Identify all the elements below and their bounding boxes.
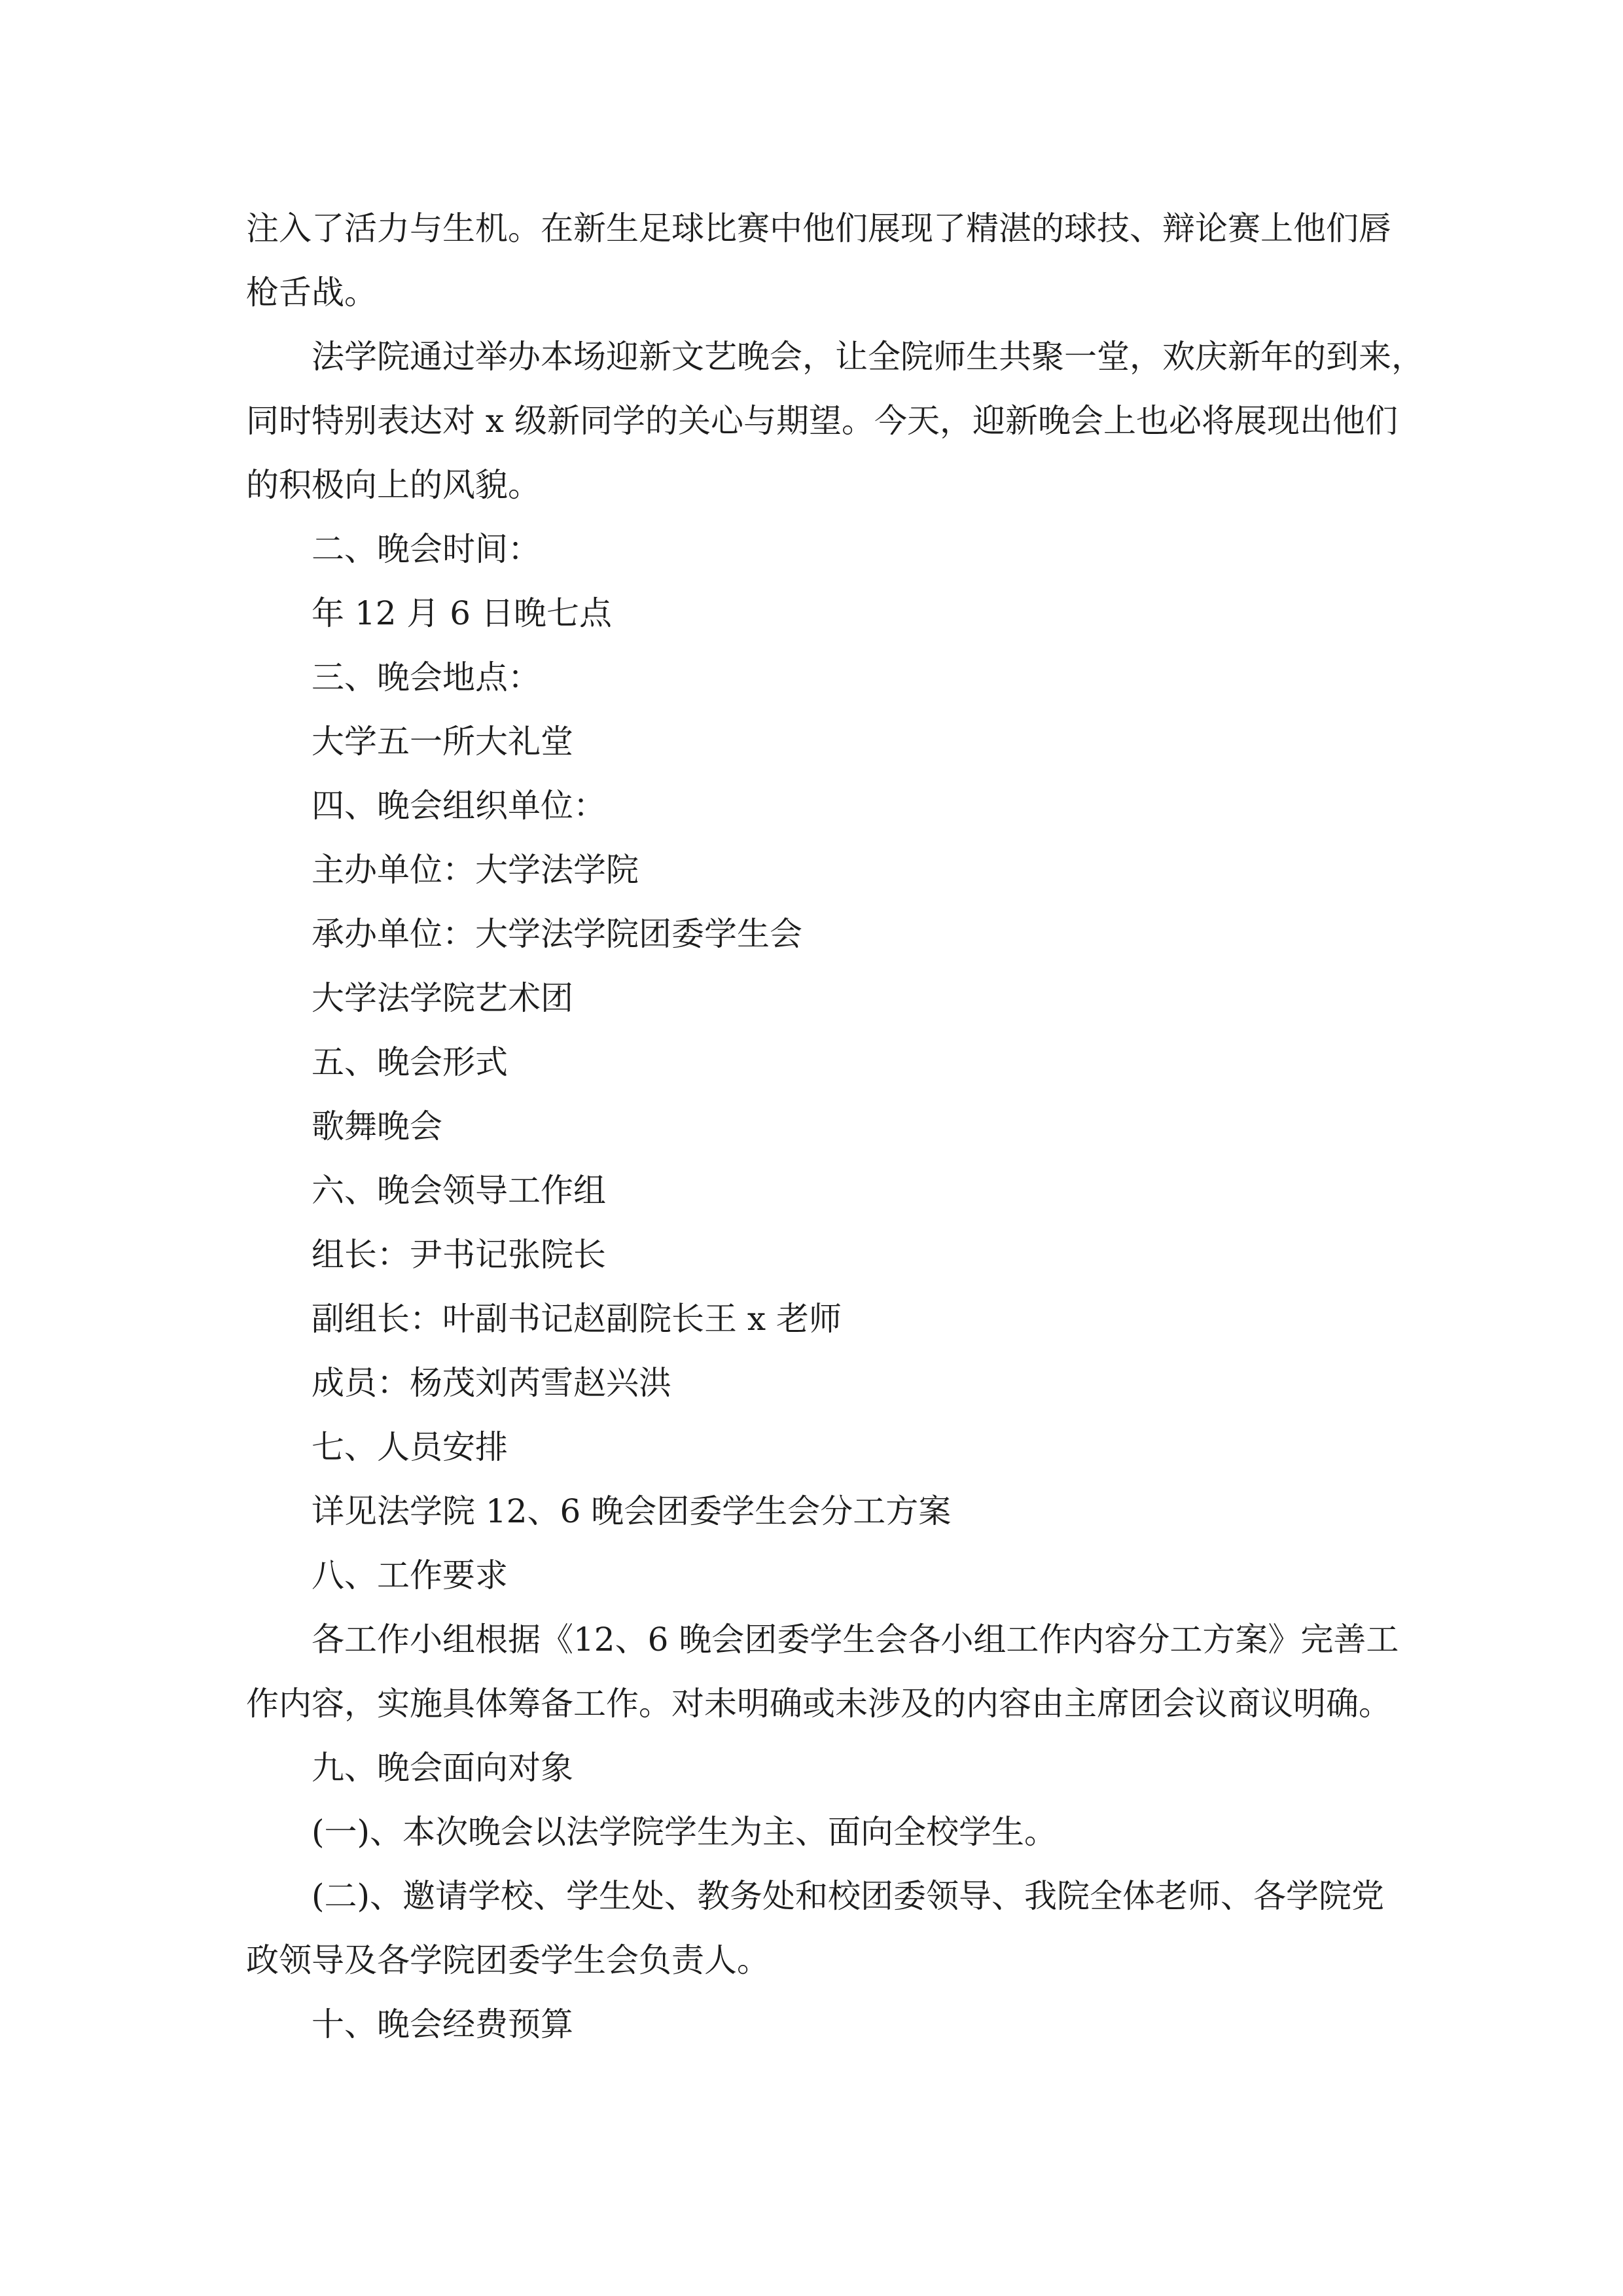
text-line: 大学五一所大礼堂 <box>312 723 573 761</box>
text-line: 同时特别表达对 x 级新同学的关心与期望。今天，迎新晚会上也必将展现出他们 <box>246 402 1398 440</box>
text-line: 法学院通过举办本场迎新文艺晚会，让全院师生共聚一堂，欢庆新年的到来， <box>312 338 1424 376</box>
document-body <box>246 196 1424 2056</box>
text-line: 六、晚会领导工作组 <box>312 1172 606 1210</box>
text-line: 的积极向上的风貌。 <box>246 466 541 504</box>
text-line: 四、晚会组织单位： <box>312 787 606 825</box>
text-line: 七、人员安排 <box>312 1428 508 1466</box>
text-line: 十、晚会经费预算 <box>312 2005 573 2043</box>
text-line: 成员：杨茂刘芮雪赵兴洪 <box>312 1364 671 1402</box>
text-line: 主办单位：大学法学院 <box>312 851 639 889</box>
text-line: (一)、本次晚会以法学院学生为主、面向全校学生。 <box>312 1813 1058 1851</box>
text-line: 政领导及各学院团委学生会负责人。 <box>246 1941 770 1979</box>
text-line: 枪舌战。 <box>246 274 377 312</box>
text-line: 五、晚会形式 <box>312 1043 508 1081</box>
text-line: 八、工作要求 <box>312 1556 508 1594</box>
text-line: (二)、邀请学校、学生处、教务处和校团委领导、我院全体老师、各学院党 <box>312 1877 1385 1915</box>
text-line: 九、晚会面向对象 <box>312 1749 573 1787</box>
text-line: 各工作小组根据《12、6 晚会团委学生会各小组工作内容分工方案》完善工 <box>312 1621 1399 1659</box>
text-line: 歌舞晚会 <box>312 1107 442 1145</box>
text-line: 注入了活力与生机。在新生足球比赛中他们展现了精湛的球技、辩论赛上他们唇 <box>246 209 1391 247</box>
text-line: 详见法学院 12、6 晚会团委学生会分工方案 <box>312 1492 952 1530</box>
text-line: 二、晚会时间： <box>312 530 541 568</box>
text-line: 大学法学院艺术团 <box>312 979 573 1017</box>
text-line: 组长：尹书记张院长 <box>312 1236 606 1274</box>
text-line: 三、晚会地点： <box>312 658 541 696</box>
text-line: 副组长：叶副书记赵副院长王 x 老师 <box>312 1300 842 1338</box>
text-line: 年 12 月 6 日晚七点 <box>312 594 613 632</box>
text-line: 作内容，实施具体筹备工作。对未明确或未涉及的内容由主席团会议商议明确。 <box>246 1685 1391 1723</box>
text-line: 承办单位：大学法学院团委学生会 <box>312 915 802 953</box>
